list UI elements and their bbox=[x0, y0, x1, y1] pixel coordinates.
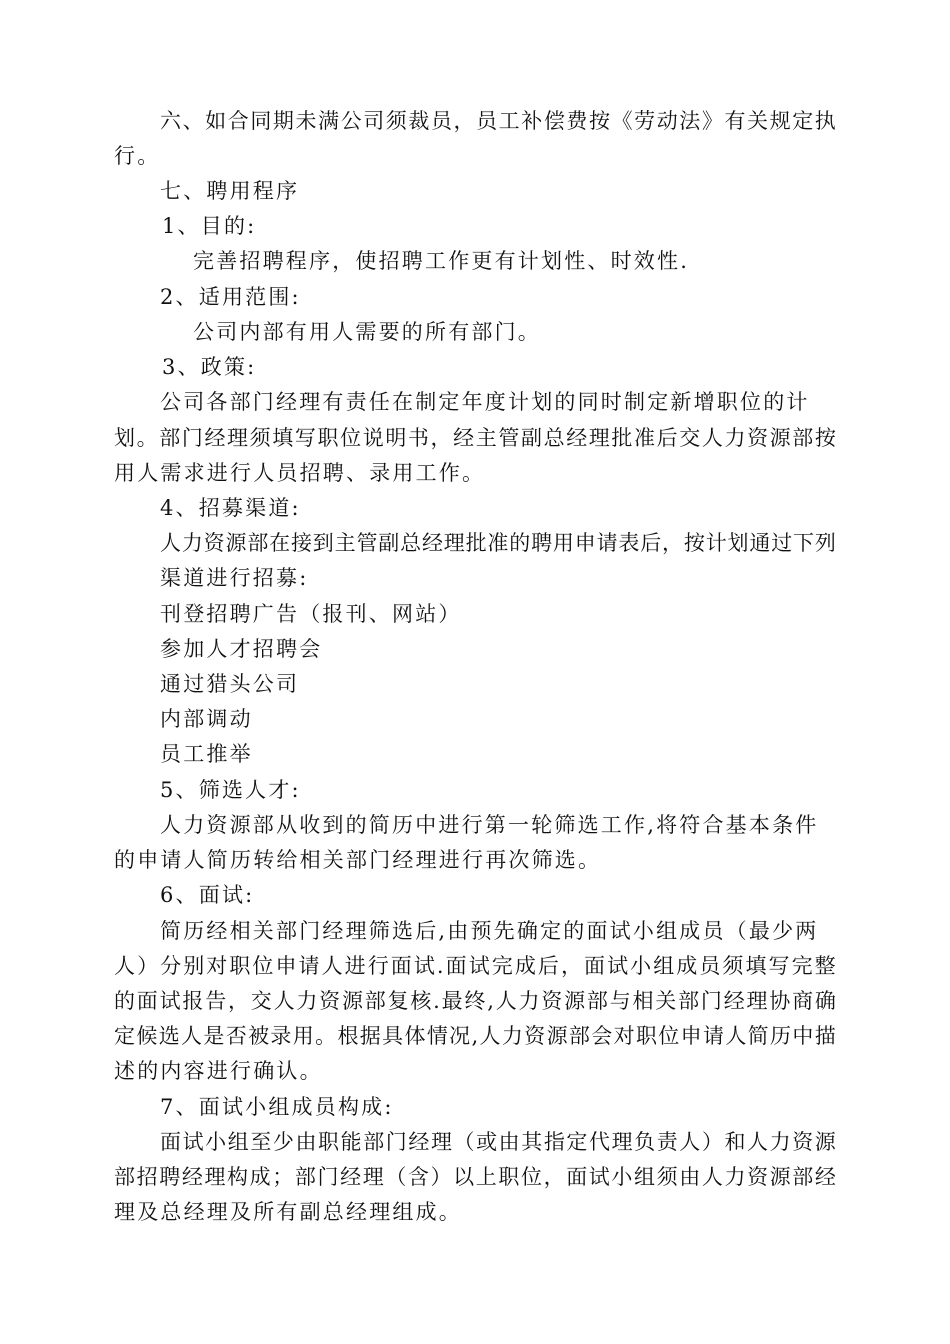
text-line: 的 面 试 报 告 ， 交 人 力 资 源 部 复 核 . 最 终 , 人 力 资 源 部 与 相 关 部 门 经 理 协 商 确 bbox=[114, 989, 836, 1013]
text-line: 公司各部门经理有责任在制定年度计划的同时制定新增职位的计 bbox=[160, 390, 810, 414]
text-line: 部 招 聘 经 理 构 成 ； 部 门 经 理 （ 含 ） 以 上 职 位 ， 面 试 小 组 须 由 人 力 资 源 部 经 bbox=[114, 1165, 836, 1189]
text-line: 人 力 资 源 部 在 接 到 主 管 副 总 经 理 批 准 的 聘 用 申 请 表 后 ， 按 计 划 通 过 下 列 bbox=[160, 531, 836, 555]
subsection-heading: 2、适用范围: bbox=[160, 285, 301, 309]
text-line: 理及总经理及所有副总经理组成。 bbox=[114, 1200, 462, 1224]
text-line: 六 、 如 合 同 期 未 满 公 司 须 裁 员 ， 员 工 补 偿 费 按 《 劳 动 法 》 有 关 规 定 执 bbox=[160, 109, 836, 133]
list-item: 员工推举 bbox=[160, 742, 253, 766]
subsection-heading: 3、政策: bbox=[162, 355, 257, 379]
text-line: 面 试 小 组 至 少 由 职 能 部 门 经 理 （ 或 由 其 指 定 代 理 负 责 人 ） 和 人 力 资 源 bbox=[160, 1130, 836, 1154]
list-item: 内部调动 bbox=[160, 707, 253, 731]
list-item: 参加人才招聘会 bbox=[160, 637, 323, 661]
text-line: 渠道进行招募: bbox=[160, 566, 309, 590]
text-line: 完善招聘程序，使招聘工作更有计划性、时效性. bbox=[193, 249, 690, 273]
subsection-heading: 7、面试小组成员构成: bbox=[160, 1095, 394, 1119]
subsection-heading: 6、面试: bbox=[160, 883, 255, 907]
text-line: 人力资源部从收到的简历中进行第一轮筛选工作,将符合基本条件 bbox=[160, 813, 819, 837]
text-line: 用人需求进行人员招聘、录用工作。 bbox=[114, 461, 486, 485]
text-line: 简历经相关部门经理筛选后,由预先确定的面试小组成员（最少两 bbox=[160, 919, 819, 943]
subsection-heading: 4、招募渠道: bbox=[160, 496, 301, 520]
subsection-heading: 1、目的: bbox=[162, 214, 257, 238]
text-line: 公司内部有用人需要的所有部门。 bbox=[193, 320, 541, 344]
list-item: 刊登招聘广告（报刊、网站） bbox=[160, 602, 462, 626]
list-item: 通过猎头公司 bbox=[160, 672, 300, 696]
subsection-heading: 5、筛选人才: bbox=[160, 778, 301, 802]
text-line: 行。 bbox=[114, 144, 161, 168]
text-line: 述的内容进行确认。 bbox=[114, 1059, 323, 1083]
text-line: 的申请人简历转给相关部门经理进行再次筛选。 bbox=[114, 848, 602, 872]
text-line: 定 候 选 人 是 否 被 录 用 。 根 据 具 体 情 况 , 人 力 资 源 部 会 对 职 位 申 请 人 简 历 中 描 bbox=[114, 1024, 836, 1048]
text-line: 人 ） 分 别 对 职 位 申 请 人 进 行 面 试 . 面 试 完 成 后 ， 面 试 小 组 成 员 须 填 写 完 整 bbox=[114, 954, 836, 978]
section-heading: 七、聘用程序 bbox=[160, 179, 300, 203]
text-line: 划 。 部 门 经 理 须 填 写 职 位 说 明 书 ， 经 主 管 副 总 经 理 批 准 后 交 人 力 资 源 部 按 bbox=[114, 426, 836, 450]
